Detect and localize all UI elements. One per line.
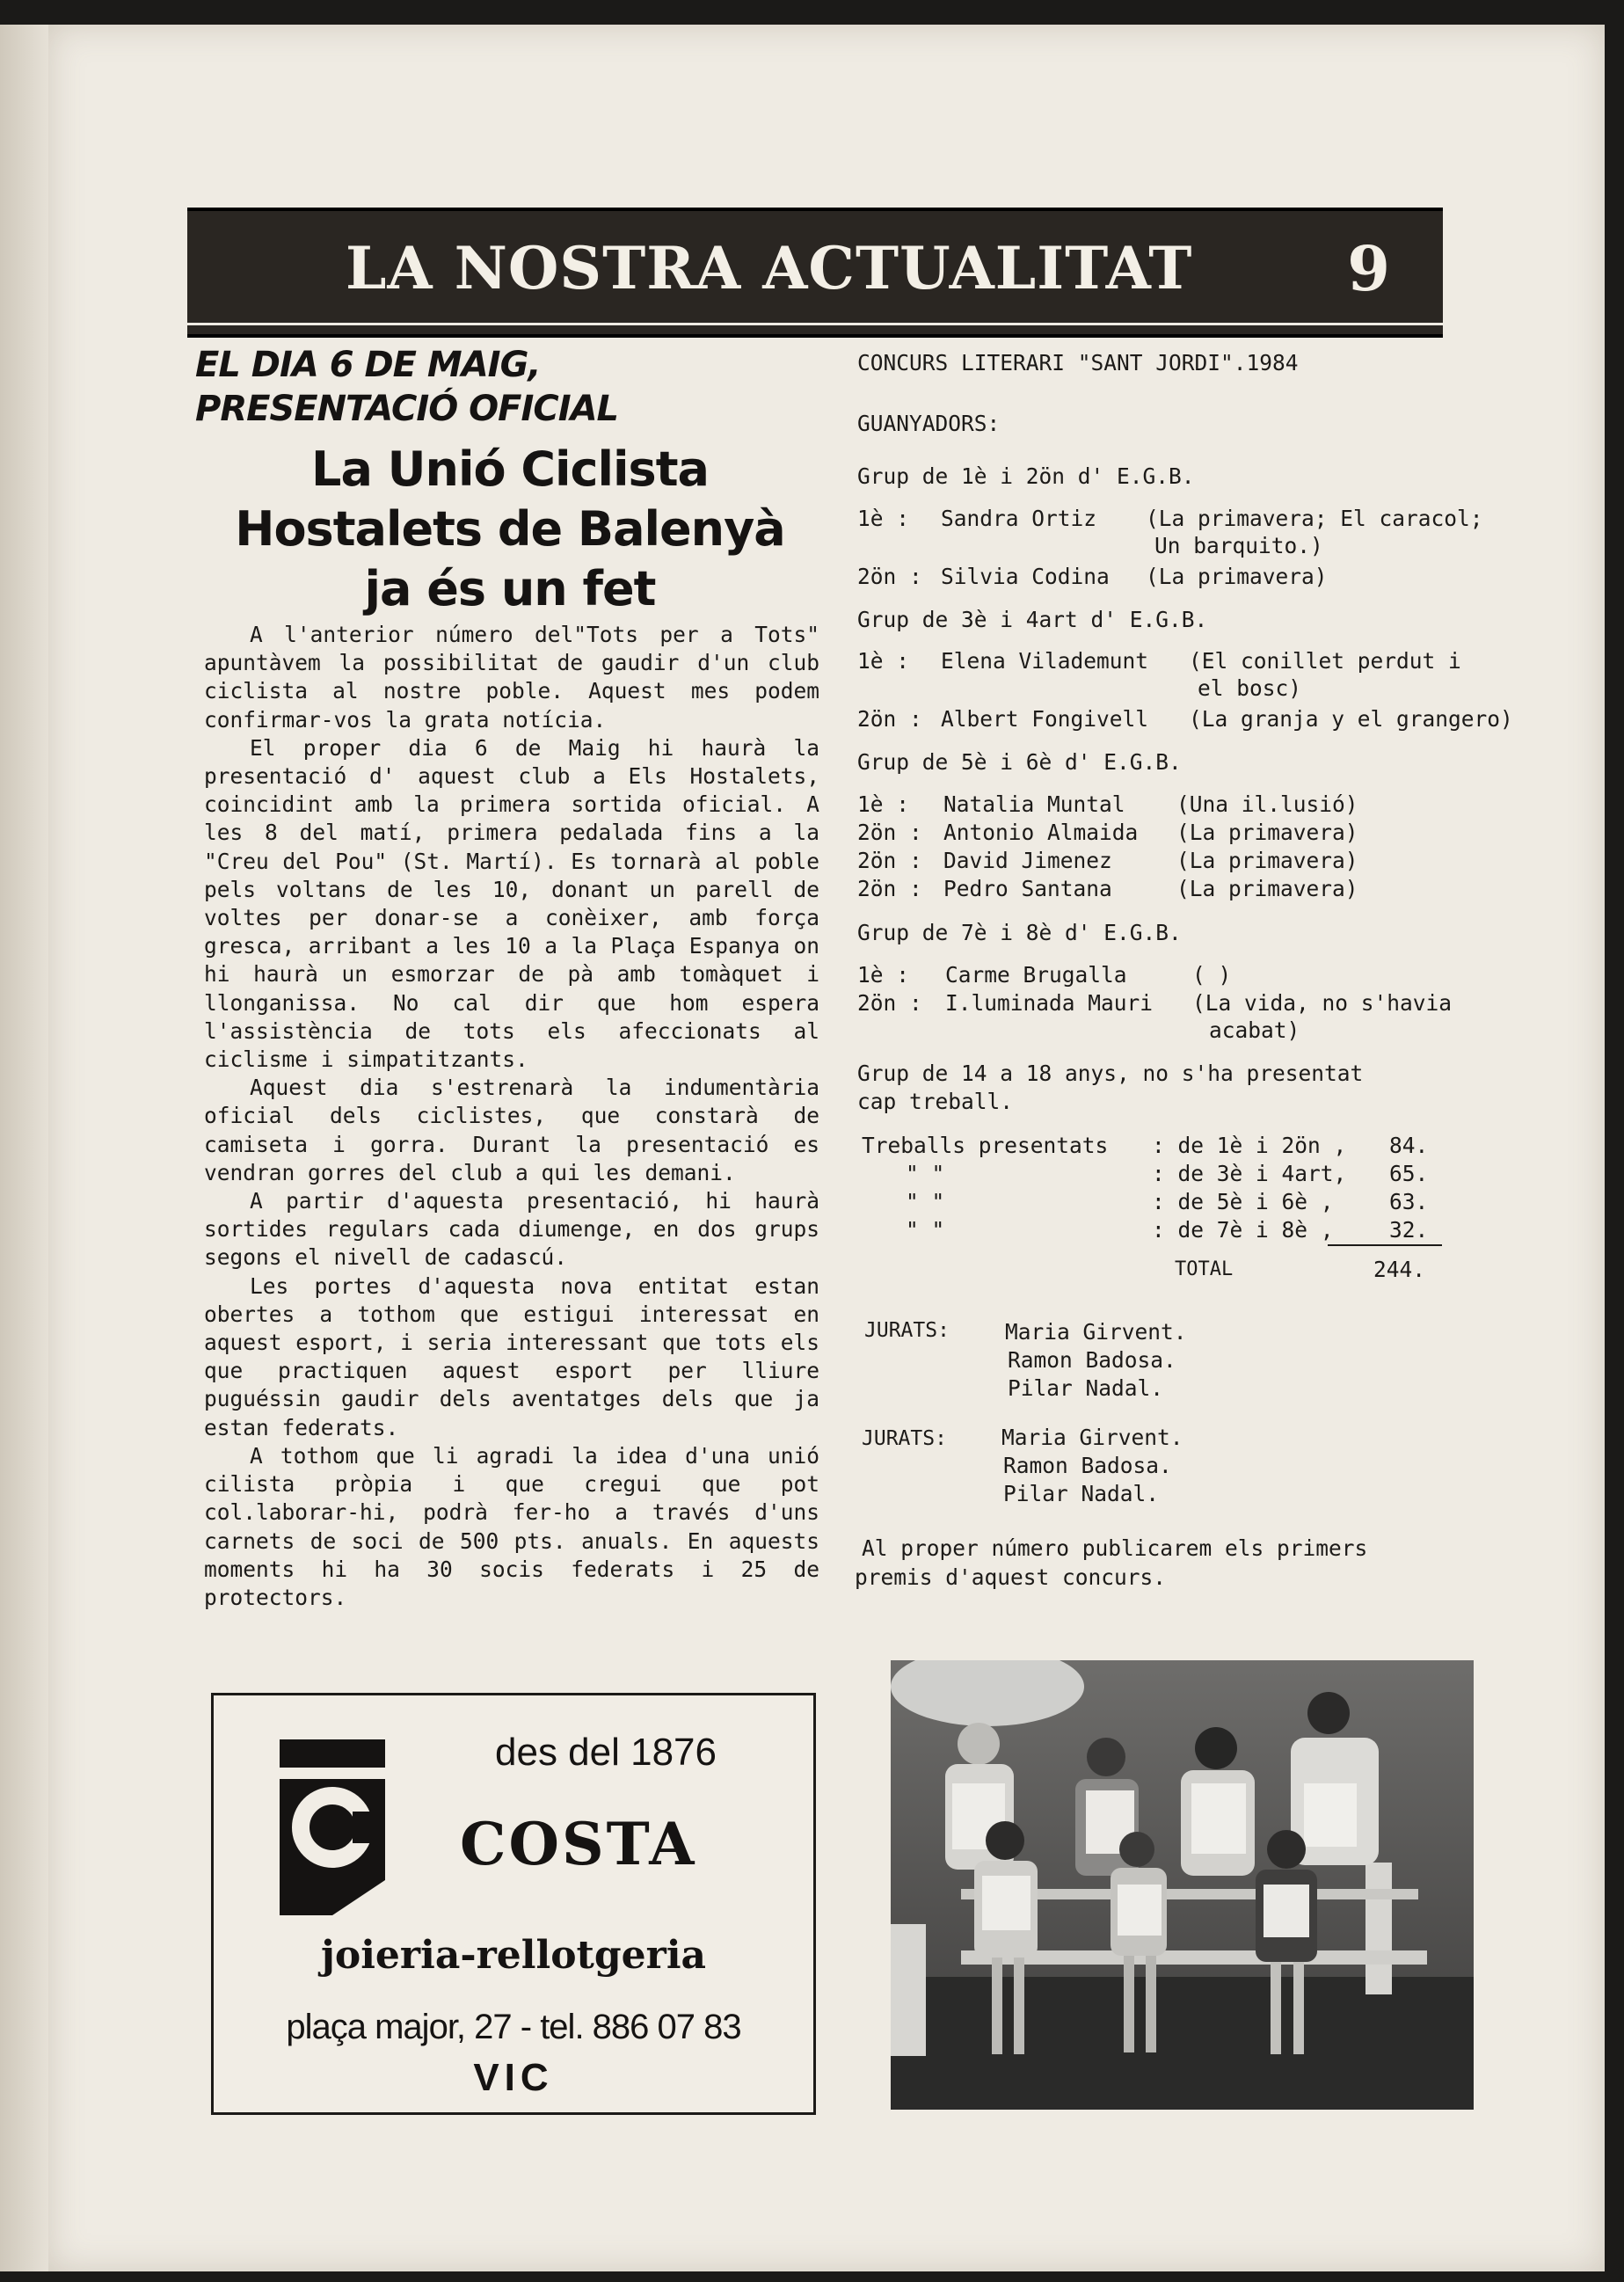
totals-ditto: " " [906, 1189, 945, 1214]
entry-name: Carme Brugalla [945, 962, 1127, 988]
ad-trade: joieria-rellotgeria [320, 1933, 707, 1978]
article-kicker [195, 343, 688, 431]
entry-work: (La primavera) [1176, 820, 1358, 845]
totals-range: : de 7è i 8è , [1152, 1217, 1334, 1243]
total-value: 244. [1373, 1257, 1426, 1282]
winners-label: GUANYADORS: [857, 411, 1001, 436]
headline-line: La Unió Ciclista [311, 441, 709, 497]
totals-range: : de 3è i 4art, [1152, 1161, 1347, 1186]
article-paragraph: A tothom que li agradi la idea d'una unió cilista pròpia i que cregui que pot col.laborar-hi, podrà fer-ho a través d'uns carnets de soci de 500 pts. anuals. En aquests moments hi ha 30 socis federats i 25 de protectors. [204, 1442, 819, 1610]
entry-name: Silvia Codina [941, 564, 1110, 589]
costa-logo-icon [266, 1739, 398, 1924]
jury-member: Pilar Nadal. [1003, 1481, 1160, 1506]
entry-work-cont: acabat) [1209, 1017, 1300, 1043]
page-fold-edge [0, 25, 48, 2271]
entry-place: 2ön : [857, 876, 922, 901]
group-label: Grup de 5è i 6è d' E.G.B. [857, 749, 1182, 775]
totals-range: : de 1è i 2ön , [1152, 1133, 1347, 1158]
totals-ditto: " " [906, 1161, 945, 1186]
entry-name: Pedro Santana [943, 876, 1112, 901]
totals-label: Treballs presentats [862, 1133, 1109, 1158]
sum-rule [1328, 1244, 1442, 1246]
jury-member: Pilar Nadal. [1008, 1375, 1164, 1401]
article-paragraph: A partir d'aquesta presentació, hi haurà sortides regulars cada diumenge, en dos grups segons el nivell de cadascú. [204, 1188, 819, 1271]
jury-label: JURATS: [864, 1319, 950, 1342]
contest-footer: Al proper número publicarem els primers [862, 1535, 1368, 1561]
no-entries-note: cap treball. [857, 1089, 1014, 1114]
entry-place: 2ön : [857, 564, 922, 589]
entry-name: Elena Vilademunt [941, 648, 1149, 674]
entry-work: (La primavera) [1176, 876, 1358, 901]
jury-member: Maria Girvent. [1005, 1319, 1187, 1345]
no-entries-note: Grup de 14 a 18 anys, no s'ha presentat [857, 1061, 1364, 1086]
entry-place: 2ön : [857, 990, 922, 1016]
entry-place: 1è : [857, 962, 910, 988]
entry-name: Antonio Almaida [943, 820, 1139, 845]
ad-brand-name: COSTA [460, 1810, 697, 1878]
kicker-line: EL DIA 6 DE MAIG, [195, 345, 541, 385]
entry-name: I.luminada Mauri [945, 990, 1154, 1016]
article-body [204, 621, 819, 1612]
totals-count: 63. [1389, 1189, 1429, 1214]
entry-work: (La primavera; El caracol; [1146, 506, 1483, 531]
group-label: Grup de 7è i 8è d' E.G.B. [857, 920, 1182, 945]
ad-address: plaça major, 27 - tel. 886 07 83 [286, 2008, 741, 2046]
article-paragraph: Les portes d'aquesta nova entitat estan obertes a tothom que estigui interessat en aquest esport, i seria interessant que tots els que practiquen aquest esport per lliure puguéssin gaudir dels aventatges dels que ja estan federats. [204, 1272, 819, 1440]
totals-count: 84. [1389, 1133, 1429, 1158]
entry-place: 2ön : [857, 820, 922, 845]
entry-name: David Jimenez [943, 848, 1112, 873]
header-rule [187, 323, 1443, 325]
winners-photo [891, 1660, 1474, 2110]
entry-place: 2ön : [857, 706, 922, 732]
headline-line: Hostalets de Balenyà [235, 501, 785, 557]
entry-work: (Una il.lusió) [1176, 791, 1358, 817]
headline-line: ja és un fet [364, 561, 656, 616]
entry-work: (La granja y el grangero) [1189, 706, 1513, 732]
entry-work: ( ) [1192, 962, 1232, 988]
entry-work: (La primavera) [1146, 564, 1328, 589]
totals-ditto: " " [906, 1217, 945, 1243]
entry-place: 1è : [857, 506, 910, 531]
entry-name: Natalia Muntal [943, 791, 1125, 817]
entry-work: (La primavera) [1176, 848, 1358, 873]
article-paragraph: A l'anterior número del"Tots per a Tots" apuntàvem la possibilitat de gaudir d'un club ciclista al nostre poble. Aquest mes podem confirmar-vos la grata notícia. [204, 622, 819, 733]
totals-count: 32. [1389, 1217, 1429, 1243]
entry-work: (La vida, no s'havia [1192, 990, 1453, 1016]
jury-member: Ramon Badosa. [1008, 1347, 1176, 1373]
winners-photo-image [891, 1660, 1474, 2110]
group-label: Grup de 3è i 4art d' E.G.B. [857, 607, 1208, 632]
entry-name: Sandra Ortiz [941, 506, 1097, 531]
jury-label: JURATS: [862, 1427, 947, 1450]
jury-member: Maria Girvent. [1001, 1425, 1183, 1450]
ad-city: VIC [473, 2056, 554, 2099]
group-label: Grup de 1è i 2ön d' E.G.B. [857, 463, 1195, 489]
contest-title: CONCURS LITERARI "SANT JORDI".1984 [857, 350, 1299, 375]
entry-work: (El conillet perdut i [1189, 648, 1461, 674]
jury-member: Ramon Badosa. [1003, 1453, 1172, 1478]
entry-place: 1è : [857, 648, 910, 674]
totals-range: : de 5è i 6è , [1152, 1189, 1334, 1214]
entry-name: Albert Fongivell [941, 706, 1149, 732]
entry-place: 2ön : [857, 848, 922, 873]
entry-work-cont: Un barquito.) [1154, 533, 1323, 558]
article-paragraph: El proper dia 6 de Maig hi haurà la presentació d' aquest club a Els Hostalets, coincidint amb la primera sortida oficial. A les 8 del matí, primera pedalada fins a la "Creu del Pou" (St. Martí). Es tornarà al poble pels voltans de les 10, donant un parell de voltes per donar-se a conèixer, amb força gresca, arribant a les 10 a la Plaça Espanya on hi haurà un esmorzar de pà amb tomàquet i llonganissa. No cal dir que hom espera l'assistència de tots els afeccionats al ciclisme i simpatitzants. [204, 734, 819, 1073]
total-label: TOTAL [1175, 1258, 1234, 1280]
ad-since: des del 1876 [495, 1731, 717, 1774]
article-headline [193, 440, 827, 619]
entry-work-cont: el bosc) [1198, 675, 1302, 701]
costa-advertisement [211, 1693, 816, 2115]
kicker-line: PRESENTACIÓ OFICIAL [195, 389, 619, 429]
totals-count: 65. [1389, 1161, 1429, 1186]
section-title: LA NOSTRA ACTUALITAT [346, 234, 1193, 303]
section-header [187, 208, 1443, 338]
page-number: 9 [1347, 232, 1390, 305]
article-paragraph: Aquest dia s'estrenarà la indumentària oficial dels ciclistes, que constarà de camiseta i gorra. Durant la presentació es vendran gorres del club a qui les demani. [204, 1075, 819, 1185]
contest-footer: premis d'aquest concurs. [855, 1564, 1167, 1590]
entry-place: 1è : [857, 791, 910, 817]
